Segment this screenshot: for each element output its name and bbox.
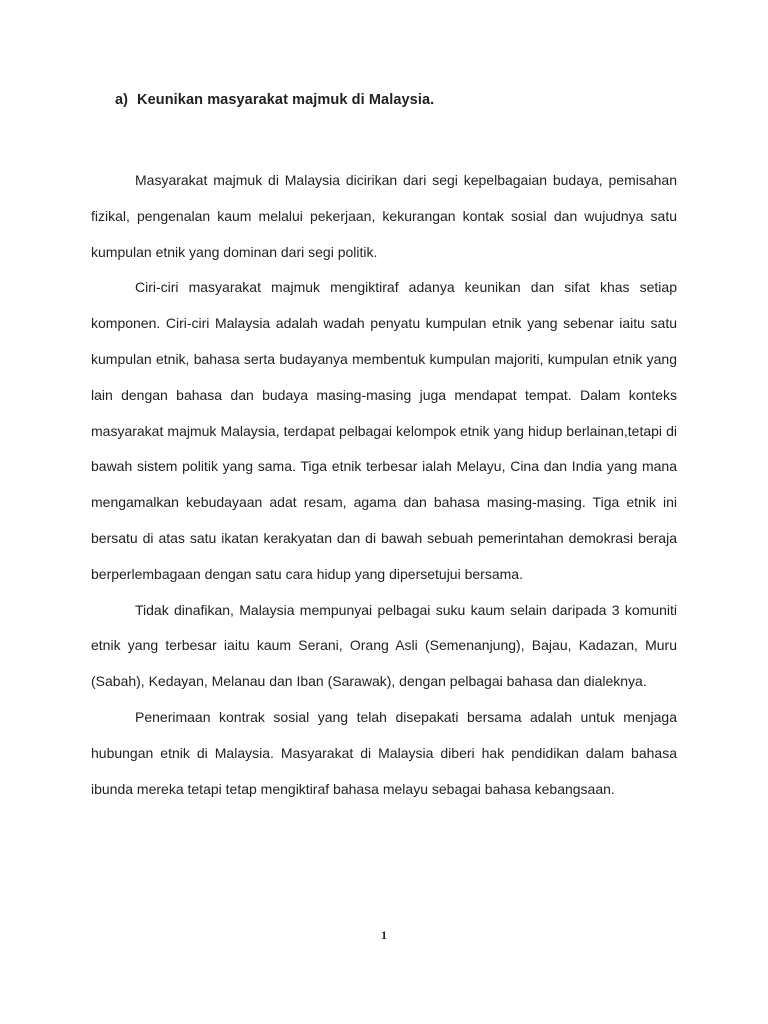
page-number: 1 <box>381 928 387 942</box>
section-title: Keunikan masyarakat majmuk di Malaysia. <box>137 92 435 108</box>
section-marker: a) <box>115 92 129 108</box>
section-heading <box>115 92 434 108</box>
paragraph: Masyarakat majmuk di Malaysia dicirikan dari segi kepelbagaian budaya, pemisahan fizikal, pengenalan kaum melalui pekerjaan, kekurangan kontak sosial dan wujudnya satu kumpulan etnik yang dominan dari segi politik. <box>91 172 677 260</box>
paragraph: Tidak dinafikan, Malaysia mempunyai pelbagai suku kaum selain daripada 3 komuniti etnik yang terbesar iaitu kaum Serani, Orang Asli (Semenanjung), Bajau, Kadazan, Muru (Sabah), Kedayan, Melanau dan Iban (Sarawak), dengan pelbagai bahasa dan dialeknya. <box>91 601 677 690</box>
paragraph: Penerimaan kontrak sosial yang telah disepakati bersama adalah untuk menjaga hubungan etnik di Malaysia. Masyarakat di Malaysia diberi hak pendidikan dalam bahasa ibunda mereka tetapi tetap mengiktiraf bahasa melayu sebagai bahasa kebangsaan. <box>91 708 677 797</box>
document-body <box>91 163 677 807</box>
paragraph: Ciri-ciri masyarakat majmuk mengiktiraf adanya keunikan dan sifat khas setiap komponen. Ciri-ciri Malaysia adalah wadah penyatu kumpulan etnik yang sebenar iaitu satu kumpulan etnik, bahasa serta budayanya membentuk kumpulan majoriti, kumpulan etnik yang lain dengan bahasa dan budaya masing-masing juga mendapat tempat. Dalam konteks masyarakat majmuk Malaysia, terdapat pelbagai kelompok etnik yang hidup berlainan,tetapi di bawah sistem politik yang sama. Tiga etnik terbesar ialah Melayu, Cina dan India yang mana mengamalkan kebudayaan adat resam, agama dan bahasa masing-masing. Tiga etnik ini bersatu di atas satu ikatan kerakyatan dan di bawah sebuah pemerintahan demokrasi beraja berperlembagaan dengan satu cara hidup yang dipersetujui bersama. <box>91 279 677 582</box>
